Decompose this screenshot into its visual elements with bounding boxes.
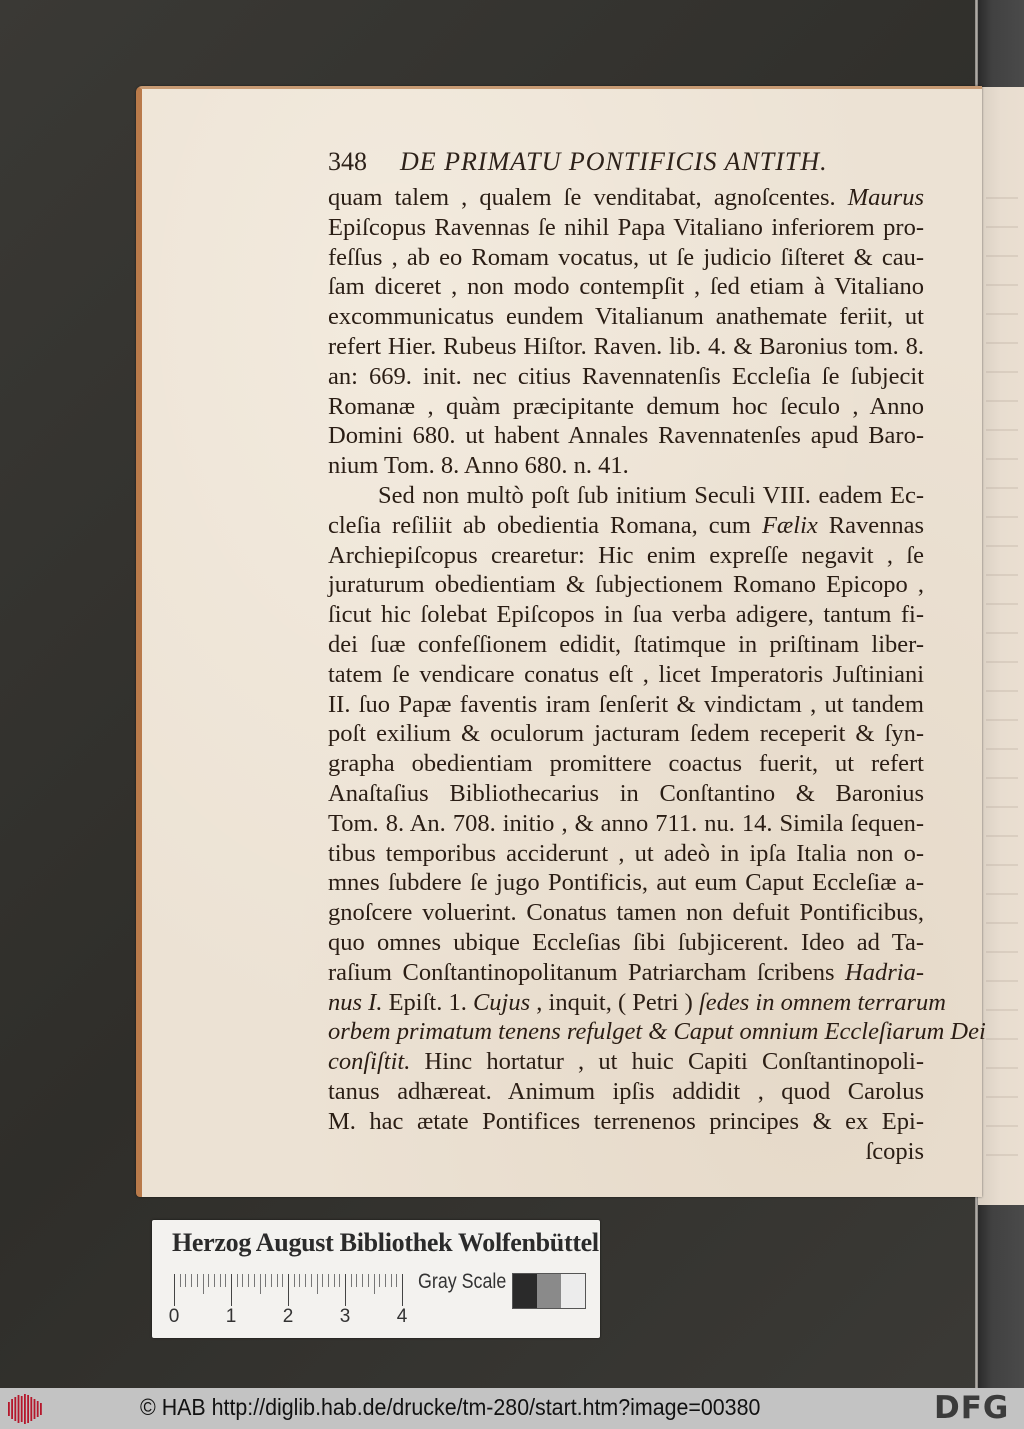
ruler-tick [391, 1274, 392, 1287]
ruler-tick [328, 1274, 329, 1287]
measurement-ruler [174, 1272, 404, 1306]
ruler-number: 1 [225, 1306, 237, 1327]
ruler-tick [282, 1274, 283, 1287]
bleed-text-line [986, 1067, 1018, 1069]
text-line: nus I. Epiſt. 1. Cujus , inquit, ( Petri ) ſedes in omnem terrarum [328, 988, 946, 1016]
ruler-tick [208, 1274, 209, 1287]
ruler-tick [334, 1274, 335, 1287]
text-line: Tom. 8. An. 708. initio , & anno 711. nu. 14. Simila ſequen- [328, 809, 924, 837]
ruler-numbers [168, 1306, 418, 1328]
bleed-text-line [986, 313, 1018, 315]
bleed-text-line [986, 1038, 1018, 1040]
text-line: ſam diceret , non modo contempſit , ſed etiam à Vitaliano [328, 273, 924, 301]
library-name: Herzog August Bibliothek Wolfenbüttel [172, 1228, 599, 1257]
gray-scale-swatches [512, 1273, 586, 1309]
text-line: feſſus , ab eo Romam vocatus, ut ſe judicio ſiſteret & cau- [328, 243, 924, 271]
text-line: mnes ſubdere ſe jugo Pontificis, aut eum Caput Eccleſiæ a- [328, 869, 924, 897]
bleed-text-line [986, 893, 1018, 895]
text-line: an: 669. init. nec citius Ravennatenſis Eccleſia ſe ſubjecit [328, 362, 924, 390]
ruler-number: 4 [396, 1306, 408, 1327]
ruler-tick [362, 1274, 363, 1287]
text-line: Epiſcopus Ravennas ſe nihil Papa Vitaliano inferiorem pro- [328, 213, 924, 241]
bleed-text-line [986, 255, 1018, 257]
bleed-text-line [986, 777, 1018, 779]
ruler-tick [317, 1274, 318, 1294]
text-line: nium Tom. 8. Anno 680. n. 41. [328, 452, 629, 480]
bleed-text-line [986, 371, 1018, 373]
bleed-text-line [986, 1125, 1018, 1127]
ruler-tick [322, 1274, 323, 1287]
text-line: tibus temporibus acciderunt , ut adeò in ipſa Italia non o- [328, 839, 924, 867]
bleed-text-line [986, 922, 1018, 924]
ruler-tick [351, 1274, 352, 1287]
ruler-tick [288, 1274, 289, 1306]
text-line: ſicut hic ſolebat Epiſcopos in ſua verba adigere, tantum fi- [328, 601, 924, 629]
text-line: quo omnes ubique Eccleſias ſibi ſubjicerent. Ideo ad Ta- [328, 928, 924, 956]
ruler-tick [265, 1274, 266, 1287]
text-line: II. ſuo Papæ faventis iram ſenſerit & vindictam , ut tandem [328, 690, 924, 718]
bleed-text-line [986, 342, 1018, 344]
ruler-tick [203, 1274, 204, 1294]
ruler-tick [225, 1274, 226, 1287]
bleed-text-line [986, 574, 1018, 576]
ruler-tick [379, 1274, 380, 1287]
dfg-logo: DFG [934, 1390, 1010, 1426]
text-line: Domini 680. ut habent Annales Ravennatenſes apud Baro- [328, 422, 924, 450]
text-line: Romanæ , quàm præcipitante demum hoc ſeculo , Anno [328, 392, 924, 420]
text-line: juraturum obedientiam & ſubjectionem Romano Epicopo , [328, 571, 924, 599]
text-line: grapha obedientiam promittere coactus fuerit, ut refert [328, 750, 924, 778]
ruler-tick [180, 1274, 181, 1287]
ruler-tick [374, 1274, 375, 1294]
ruler-tick [185, 1274, 186, 1287]
library-label-card [152, 1220, 600, 1338]
text-line: dei ſuæ confeſſionem edidit, ſtatimque in priſtinam liber- [328, 630, 924, 658]
ruler-tick [197, 1274, 198, 1287]
ruler-number: 3 [339, 1306, 351, 1327]
ruler-tick [277, 1274, 278, 1287]
bleed-text-line [986, 284, 1018, 286]
text-line: gnoſcere voluerint. Conatus tamen non defuit Pontificibus, [328, 899, 924, 927]
bleed-text-line [986, 400, 1018, 402]
bleed-text-line [986, 951, 1018, 953]
text-line: poſt exilium & oculorum jacturam ſedem receperit & ſyn- [328, 720, 924, 748]
ruler-tick [231, 1274, 232, 1306]
ruler-tick [237, 1274, 238, 1287]
bleed-text-line [986, 806, 1018, 808]
hab-barcode-logo-icon [6, 1394, 44, 1424]
ruler-tick [248, 1274, 249, 1287]
bleed-text-line [986, 487, 1018, 489]
book-page [136, 86, 986, 1197]
ruler-tick [402, 1274, 403, 1306]
bleed-text-line [986, 690, 1018, 692]
ruler-tick [305, 1274, 306, 1287]
bleed-text-line [986, 1096, 1018, 1098]
body-text [328, 183, 986, 1166]
bleed-text-line [986, 980, 1018, 982]
ruler-tick [396, 1274, 397, 1287]
bleed-text-line [986, 748, 1018, 750]
text-line: refert Hier. Rubeus Hiſtor. Raven. lib. 4. & Baronius tom. 8. [328, 332, 924, 360]
bleed-text-line [986, 661, 1018, 663]
gray-scale-label: Gray Scale [418, 1270, 507, 1293]
bleed-text-line [986, 458, 1018, 460]
text-line: excommunicatus eundem Vitalianum anathemate feriit, ut [328, 303, 924, 331]
text-line: tatem ſe vendicare conatus eſt , licet Imperatoris Juſtiniani [328, 660, 924, 688]
bleed-text-line [986, 197, 1018, 199]
bleed-text-line [986, 545, 1018, 547]
text-line: ſcopis [865, 1137, 924, 1165]
text-line: conſiſtit. Hinc hortatur , ut huic Capiti Conſtantinopoli- [328, 1048, 924, 1076]
text-line: Archiepiſcopus crearetur: Hic enim expreſſe negavit , ſe [328, 541, 924, 569]
ruler-tick [220, 1274, 221, 1287]
running-title: DE PRIMATU PONTIFICIS ANTITH. [400, 147, 828, 176]
bleed-text-line [986, 864, 1018, 866]
ruler-tick [339, 1274, 340, 1287]
text-line: M. hac ætate Pontifices terrenenos principes & ex Epi- [328, 1107, 924, 1135]
copyright-permalink[interactable]: © HAB http://diglib.hab.de/drucke/tm-280/start.htm?image=00380 [140, 1394, 761, 1420]
gray-swatch [561, 1274, 585, 1308]
text-line: quam talem , qualem ſe venditabat, agnoſcentes. Maurus [328, 184, 924, 211]
text-line: raſium Conſtantinopolitanum Patriarcham ſcribens Hadria- [328, 958, 924, 986]
text-line: tanus adhæreat. Animum ipſis addidit , quod Carolus [328, 1077, 924, 1105]
ruler-tick [311, 1274, 312, 1287]
bleed-text-line [986, 429, 1018, 431]
ruler-tick [368, 1274, 369, 1287]
bleed-text-line [986, 835, 1018, 837]
text-line: Sed non multò poſt ſub initium Seculi VIII. eadem Ec- [378, 481, 924, 509]
bleed-text-line [986, 632, 1018, 634]
bleed-text-line [986, 226, 1018, 228]
bleed-text-line [986, 1154, 1018, 1156]
page-number: 348 [328, 147, 367, 176]
footer-bar [0, 1388, 1024, 1429]
bleed-text-line [986, 1009, 1018, 1011]
ruler-tick [294, 1274, 295, 1287]
ruler-tick [254, 1274, 255, 1287]
ruler-tick [260, 1274, 261, 1294]
text-line: cleſia reſiliit ab obedientia Romana, cum Fælix Ravennas [328, 511, 925, 539]
bleed-text-line [986, 516, 1018, 518]
ruler-number: 2 [282, 1306, 294, 1327]
bleed-text-line [986, 603, 1018, 605]
ruler-tick [385, 1274, 386, 1287]
gray-swatch [537, 1274, 561, 1308]
ruler-tick [271, 1274, 272, 1287]
ruler-tick [214, 1274, 215, 1287]
gray-swatch [513, 1274, 537, 1308]
ruler-tick [299, 1274, 300, 1287]
ruler-tick [345, 1274, 346, 1306]
ruler-tick [356, 1274, 357, 1287]
ruler-tick [242, 1274, 243, 1287]
ruler-tick [191, 1274, 192, 1287]
text-line: orbem primatum tenens refulget & Caput omnium Eccleſiarum Dei [328, 1018, 986, 1046]
bleed-text-line [986, 719, 1018, 721]
ruler-number: 0 [168, 1306, 180, 1327]
running-head [328, 147, 928, 177]
ruler-tick [174, 1274, 175, 1306]
text-line: Anaſtaſius Bibliothecarius in Conſtantino & Baronius [328, 779, 924, 807]
